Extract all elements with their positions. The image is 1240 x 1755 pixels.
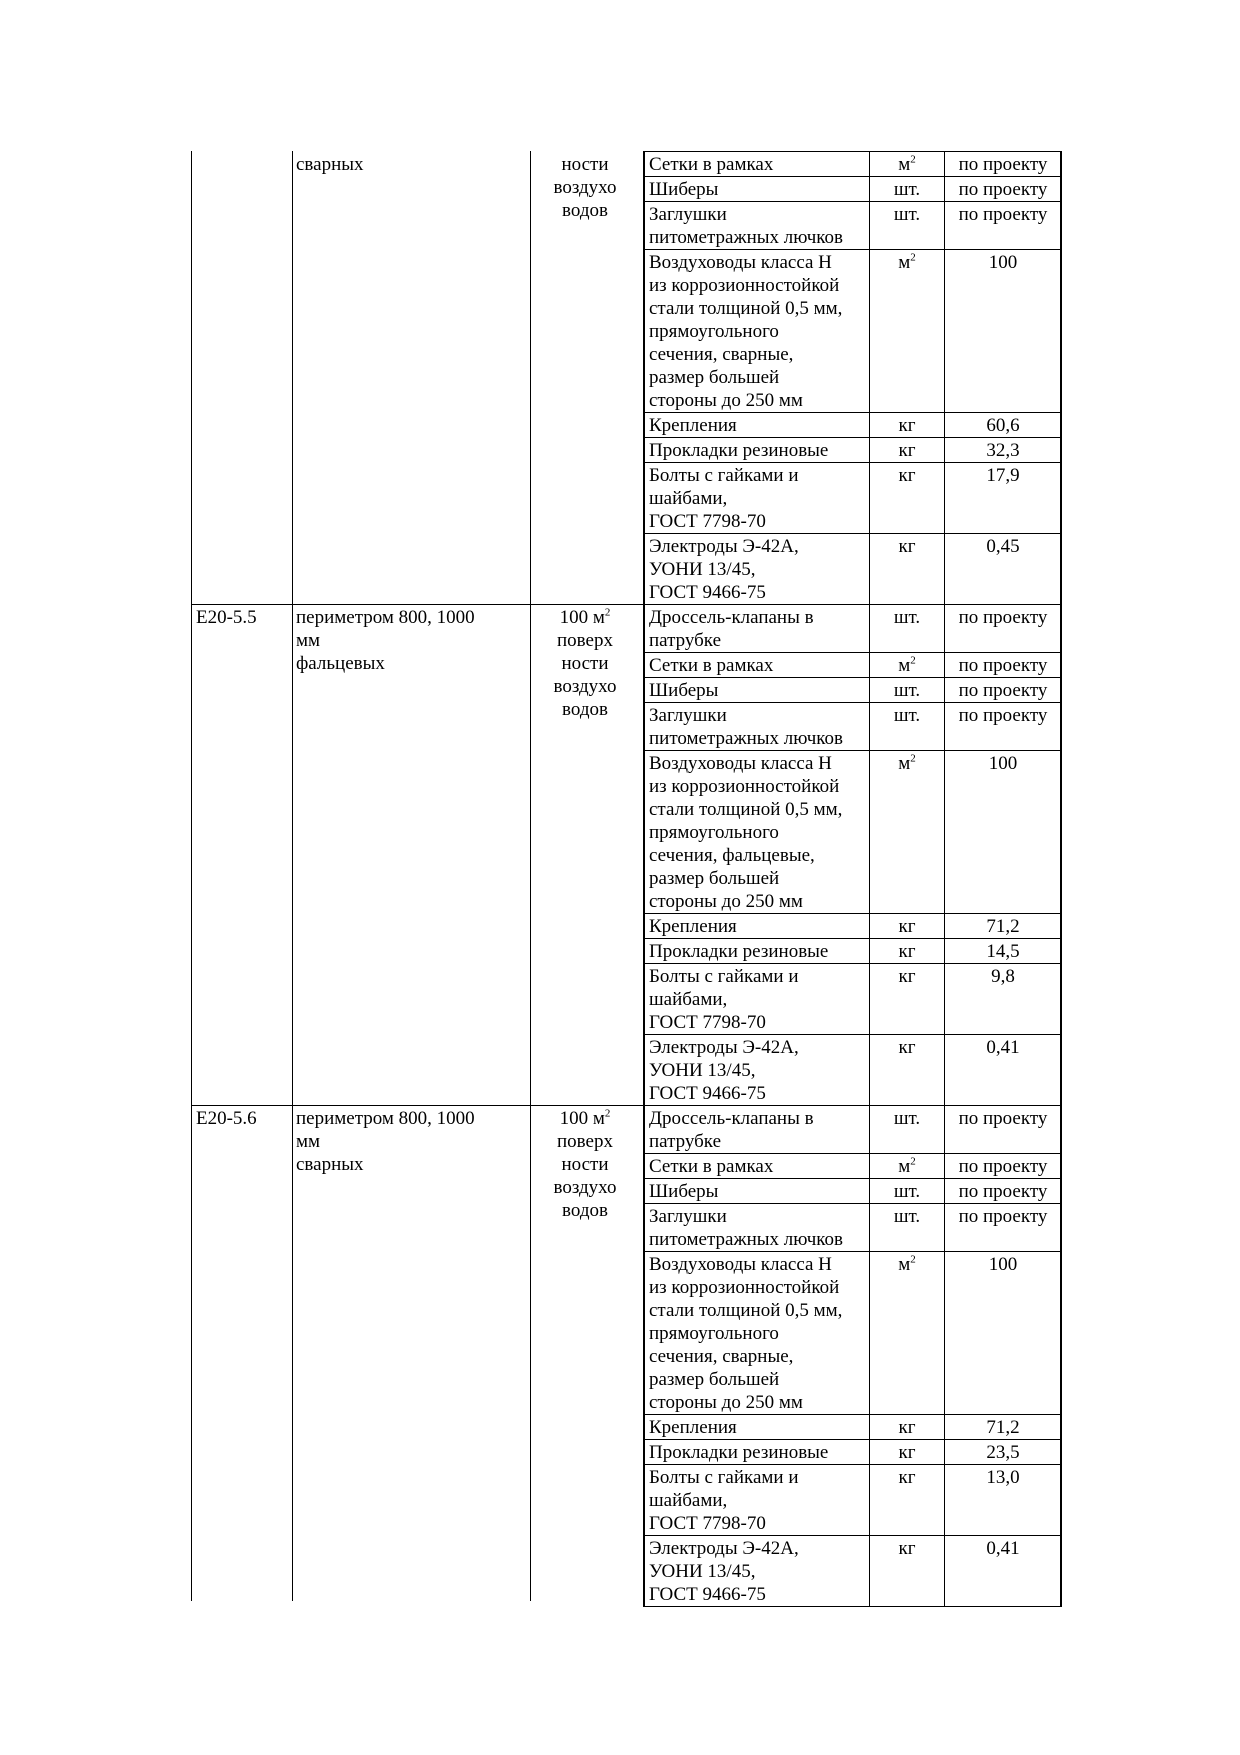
resource-quantity: по проекту (945, 202, 1062, 250)
table-row (645, 605, 1062, 653)
resource-quantity: по проекту (945, 1179, 1062, 1204)
resource-name: Заглушки питометражных лючков (645, 202, 870, 250)
norm-code: Е20-5.6 (196, 1108, 257, 1129)
resource-unit: шт. (870, 703, 945, 751)
description-measure-divider (530, 151, 531, 1601)
resource-name: Крепления (645, 1415, 870, 1440)
resource-unit: шт. (870, 1106, 945, 1154)
resource-name: Болты с гайками и шайбами, ГОСТ 7798-70 (645, 1465, 870, 1536)
resource-name: Электроды Э-42А, УОНИ 13/45, ГОСТ 9466-75 (645, 1035, 870, 1106)
resource-quantity: 17,9 (945, 463, 1062, 534)
resource-unit: кг (870, 939, 945, 964)
resource-name: Дроссель-клапаны в патрубке (645, 1106, 870, 1154)
resource-name: Воздуховоды класса Н из коррозионностойкой стали толщиной 0,5 мм, прямоугольного сечения, сварные, размер большей стороны до 250 мм (645, 250, 870, 413)
table-row (645, 653, 1062, 678)
table-row (645, 250, 1062, 413)
unit-of-measure: ности воздухо водов (553, 154, 617, 221)
resource-name: Шиберы (645, 678, 870, 703)
resource-name: Электроды Э-42А, УОНИ 13/45, ГОСТ 9466-75 (645, 534, 870, 605)
resource-quantity: по проекту (945, 1154, 1062, 1179)
resource-name: Дроссель-клапаны в патрубке (645, 605, 870, 653)
resource-name: Прокладки резиновые (645, 438, 870, 463)
group-separator (191, 604, 643, 605)
table-row (645, 964, 1062, 1035)
resource-name: Воздуховоды класса Н из коррозионностойкой стали толщиной 0,5 мм, прямоугольного сечения, сварные, размер большей стороны до 250 мм (645, 1252, 870, 1415)
resource-name: Заглушки питометражных лючков (645, 1204, 870, 1252)
resource-unit: кг (870, 1536, 945, 1607)
resource-quantity: 100 (945, 1252, 1062, 1415)
resource-name: Крепления (645, 914, 870, 939)
resource-unit: кг (870, 463, 945, 534)
resource-quantity: по проекту (945, 653, 1062, 678)
table-row (645, 678, 1062, 703)
resource-quantity: 71,2 (945, 914, 1062, 939)
resource-name: Прокладки резиновые (645, 939, 870, 964)
unit-of-measure: 100 $м^2$ поверх ности воздухо водов (553, 606, 617, 720)
work-description: периметром 800, 1000 мм сварных (296, 1108, 475, 1175)
table-row (645, 1179, 1062, 1204)
resource-unit: шт. (870, 202, 945, 250)
resource-quantity: 32,3 (945, 438, 1062, 463)
resource-quantity: по проекту (945, 1204, 1062, 1252)
resource-name: Сетки в рамках (645, 653, 870, 678)
resource-unit: $м^2$ (870, 250, 945, 413)
table-row (645, 1440, 1062, 1465)
norm-code: Е20-5.5 (196, 607, 257, 628)
resource-quantity: по проекту (945, 177, 1062, 202)
table-row (645, 939, 1062, 964)
resource-unit: кг (870, 413, 945, 438)
resource-quantity: 13,0 (945, 1465, 1062, 1536)
resource-unit: кг (870, 964, 945, 1035)
resource-quantity: 0,41 (945, 1536, 1062, 1607)
table-row (645, 751, 1062, 914)
resource-quantity: по проекту (945, 605, 1062, 653)
code-column-left-rule (191, 151, 192, 1601)
table-row (645, 703, 1062, 751)
resource-quantity: по проекту (945, 152, 1062, 177)
resource-unit: кг (870, 438, 945, 463)
resource-quantity: 71,2 (945, 1415, 1062, 1440)
resource-unit: шт. (870, 177, 945, 202)
resource-name: Болты с гайками и шайбами, ГОСТ 7798-70 (645, 463, 870, 534)
resource-name: Электроды Э-42А, УОНИ 13/45, ГОСТ 9466-75 (645, 1536, 870, 1607)
resource-unit: кг (870, 534, 945, 605)
resources-table-group-1 (643, 151, 1061, 605)
table-row (645, 1106, 1062, 1154)
resource-unit: кг (870, 1415, 945, 1440)
resource-unit: кг (870, 1465, 945, 1536)
work-description: сварных (296, 154, 364, 175)
resource-unit: $м^2$ (870, 152, 945, 177)
table-row (645, 438, 1062, 463)
table-row (645, 1154, 1062, 1179)
resource-unit: $м^2$ (870, 1154, 945, 1179)
resource-quantity: по проекту (945, 1106, 1062, 1154)
code-description-divider (292, 151, 293, 1601)
resource-unit: шт. (870, 1179, 945, 1204)
resource-quantity: по проекту (945, 678, 1062, 703)
table-row (645, 1035, 1062, 1106)
table-row (645, 914, 1062, 939)
resource-quantity: 0,45 (945, 534, 1062, 605)
resource-unit: $м^2$ (870, 751, 945, 914)
table-row (645, 413, 1062, 438)
resource-quantity: 100 (945, 250, 1062, 413)
table-row (645, 1415, 1062, 1440)
resource-quantity: 100 (945, 751, 1062, 914)
resource-name: Болты с гайками и шайбами, ГОСТ 7798-70 (645, 964, 870, 1035)
table-row (645, 202, 1062, 250)
table-row (645, 1465, 1062, 1536)
resource-name: Шиберы (645, 1179, 870, 1204)
table-row (645, 1252, 1062, 1415)
resource-quantity: 9,8 (945, 964, 1062, 1035)
resource-unit: шт. (870, 605, 945, 653)
resource-name: Заглушки питометражных лючков (645, 703, 870, 751)
resource-name: Сетки в рамках (645, 1154, 870, 1179)
table-row (645, 1536, 1062, 1607)
resource-name: Крепления (645, 413, 870, 438)
table-row (645, 152, 1062, 177)
resource-name: Шиберы (645, 177, 870, 202)
resources-table-group-3 (643, 1105, 1061, 1607)
resource-quantity: по проекту (945, 703, 1062, 751)
resource-name: Прокладки резиновые (645, 1440, 870, 1465)
table-row (645, 534, 1062, 605)
resource-unit: кг (870, 1440, 945, 1465)
resource-unit: $м^2$ (870, 1252, 945, 1415)
resource-unit: $м^2$ (870, 653, 945, 678)
resource-unit: шт. (870, 1204, 945, 1252)
table-row (645, 177, 1062, 202)
resource-name: Сетки в рамках (645, 152, 870, 177)
resources-table-group-2 (643, 604, 1061, 1106)
table-row (645, 1204, 1062, 1252)
resource-quantity: 0,41 (945, 1035, 1062, 1106)
resource-name: Воздуховоды класса Н из коррозионностойкой стали толщиной 0,5 мм, прямоугольного сечения, фальцевые, размер большей стороны до 250 мм (645, 751, 870, 914)
unit-of-measure: 100 $м^2$ поверх ности воздухо водов (553, 1107, 617, 1221)
resource-quantity: 60,6 (945, 413, 1062, 438)
resource-quantity: 23,5 (945, 1440, 1062, 1465)
work-description: периметром 800, 1000 мм фальцевых (296, 607, 475, 674)
table-row (645, 463, 1062, 534)
resource-unit: кг (870, 1035, 945, 1106)
resource-quantity: 14,5 (945, 939, 1062, 964)
group-separator (191, 1105, 643, 1106)
resource-unit: кг (870, 914, 945, 939)
resource-unit: шт. (870, 678, 945, 703)
